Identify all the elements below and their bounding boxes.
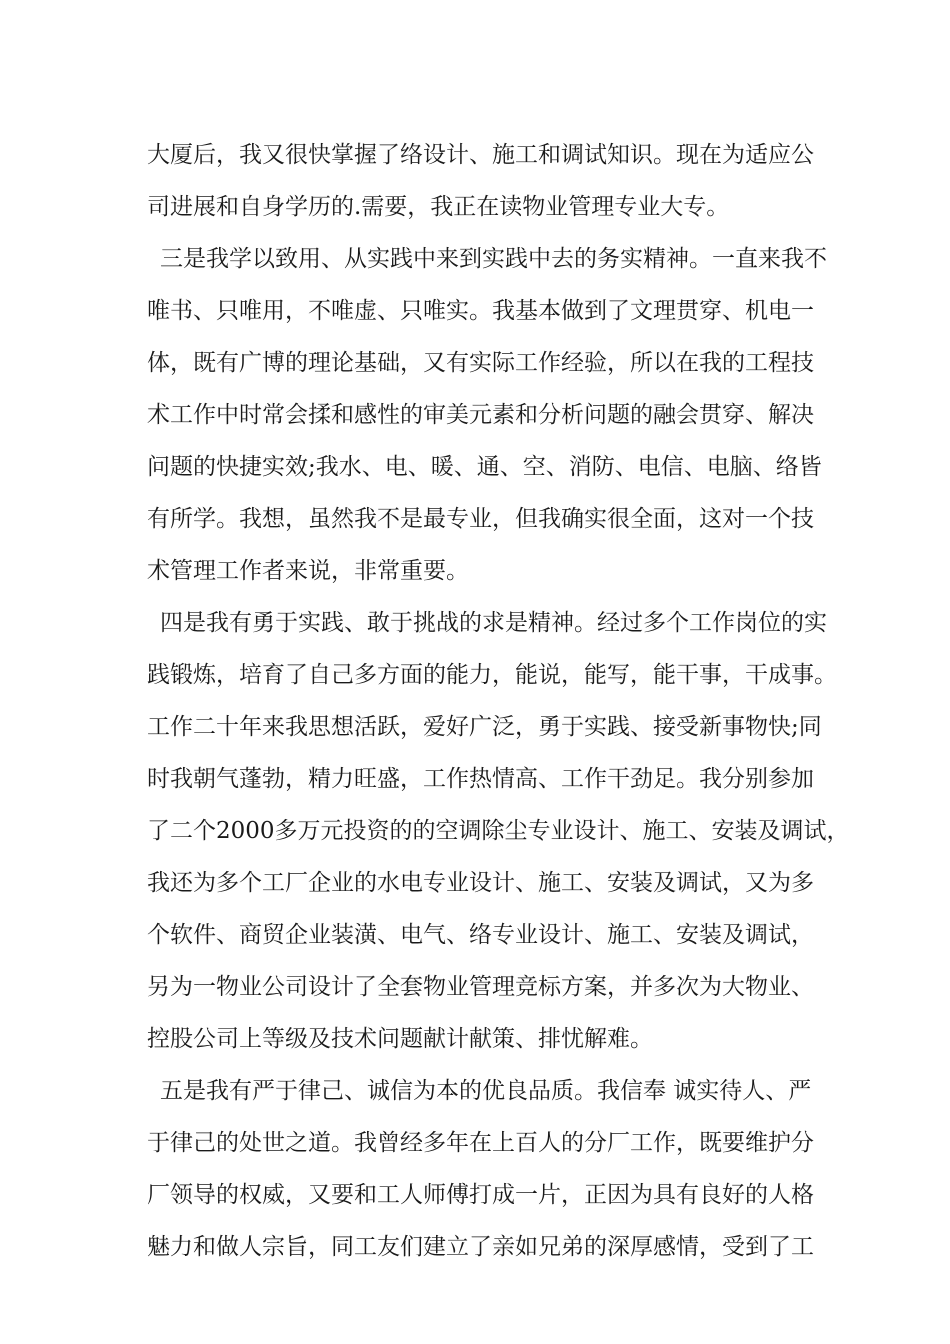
text-line: 我还为多个工厂企业的水电专业设计、施工、安装及调试，又为多	[147, 870, 814, 896]
text-line: 另为一物业公司设计了全套物业管理竞标方案，并多次为大物业、	[147, 974, 814, 1000]
text-line: 个软件、商贸企业装潢、电气、络专业设计、施工、安装及调试，	[147, 922, 814, 948]
text-line: 唯书、只唯用，不唯虚、只唯实。我基本做到了文理贯穿、机电一	[147, 298, 814, 324]
text-line: 工作二十年来我思想活跃，爱好广泛，勇于实践、接受新事物快;同	[147, 714, 822, 740]
text-line: 了二个2000多万元投资的的空调除尘专业设计、施工、安装及调试，	[147, 818, 850, 844]
text-line: 问题的快捷实效;我水、电、暖、通、空、消防、电信、电脑、络皆	[147, 454, 822, 480]
text-line: 践锻炼，培育了自己多方面的能力，能说，能写，能干事，干成事。	[147, 662, 837, 688]
text-line: 于律己的处世之道。我曾经多年在上百人的分厂工作，既要维护分	[147, 1130, 814, 1156]
text-line: 控股公司上等级及技术问题献计献策、排忧解难。	[147, 1026, 653, 1052]
paragraph-start-line: 三是我学以致用、从实践中来到实践中去的务实精神。一直来我不	[160, 246, 827, 272]
paragraph-start-line: 四是我有勇于实践、敢于挑战的求是精神。经过多个工作岗位的实	[160, 610, 827, 636]
text-line: 司进展和自身学历的.需要，我正在读物业管理专业大专。	[147, 194, 730, 220]
text-line: 术管理工作者来说，非常重要。	[147, 558, 469, 584]
paragraph-start-line: 五是我有严于律己、诚信为本的优良品质。我信奉 诚实待人、严	[160, 1078, 812, 1104]
text-line: 有所学。我想，虽然我不是最专业，但我确实很全面，这对一个技	[147, 506, 814, 532]
text-line: 厂领导的权威，又要和工人师傅打成一片，正因为具有良好的人格	[147, 1182, 814, 1208]
text-line: 体，既有广博的理论基础，又有实际工作经验，所以在我的工程技	[147, 350, 814, 376]
text-line: 魅力和做人宗旨，同工友们建立了亲如兄弟的深厚感情，受到了工	[147, 1234, 814, 1260]
text-line: 术工作中时常会揉和感性的审美元素和分析问题的融会贯穿、解决	[147, 402, 814, 428]
text-line: 时我朝气蓬勃，精力旺盛，工作热情高、工作干劲足。我分别参加	[147, 766, 814, 792]
text-line: 大厦后，我又很快掌握了络设计、施工和调试知识。现在为适应公	[147, 142, 814, 168]
